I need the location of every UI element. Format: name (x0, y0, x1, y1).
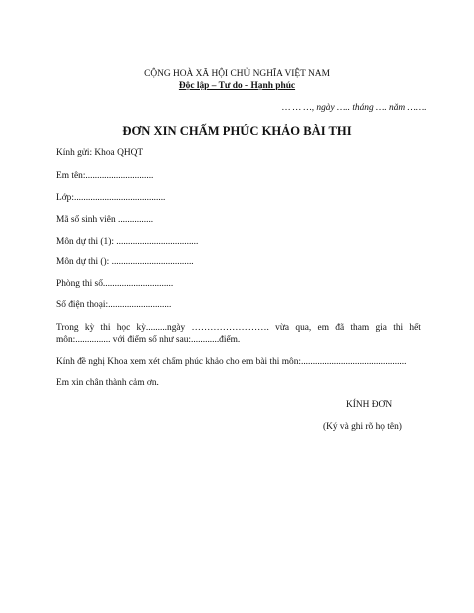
p1-word: tham (350, 323, 370, 333)
p1-word: qua, (295, 323, 312, 333)
p1-word: gia (375, 323, 387, 333)
p1-word: thi (100, 323, 111, 333)
paragraph-2: Kính đề nghị Khoa xem xét chấm phúc khảo cho em bài thi môn:............................................. (56, 357, 407, 367)
phone-field: Số điện thoại:........................... (56, 300, 172, 310)
nation-header: CỘNG HOÀ XÃ HỘI CHỦ NGHĨA VIỆT NAM (144, 69, 330, 79)
p1-word: kỳ (84, 323, 95, 333)
p1-word: thi (393, 323, 404, 333)
student-id-field: Mã số sinh viên ............... (56, 215, 154, 225)
signature-label: KÍNH ĐƠN (346, 400, 393, 410)
p1-word: kỳ.........ngày (136, 323, 186, 333)
motto (0, 80, 474, 92)
p1-word: vừa (275, 323, 290, 333)
paragraph-1-line-2: môn:............... với điểm số như sau:............điểm. (56, 335, 241, 345)
exam-subject-1-field: Môn dự thi (1): ................................... (56, 237, 199, 247)
exam-room-field: Phòng thi số.............................. (56, 279, 174, 289)
p1-word: Trong (56, 323, 79, 333)
thanks-line: Em xin chân thành cảm ơn. (56, 378, 159, 388)
date-line: … … …, ngày ….. tháng …. năm ……. (282, 103, 427, 113)
p1-word: em (317, 323, 330, 333)
p1-word: đã (335, 323, 345, 333)
motto-text: Độc lập – Tư do - Hạnh phúc (178, 81, 296, 91)
name-field: Em tên:............................. (56, 171, 154, 181)
p1-word: hết (409, 323, 421, 333)
recipient: Kính gửi: Khoa QHQT (56, 148, 144, 158)
paragraph-1-line-1 (56, 322, 421, 334)
document-title: ĐƠN XIN CHẤM PHÚC KHẢO BÀI THI (122, 124, 352, 138)
class-field: Lớp:....................................... (56, 193, 166, 203)
p1-word: học (116, 323, 131, 333)
exam-subject-2-field: Môn dự thi (): ................................... (56, 257, 194, 267)
p1-word: ……………………. (191, 323, 269, 333)
signature-note: (Ký và ghi rõ họ tên) (323, 422, 402, 432)
